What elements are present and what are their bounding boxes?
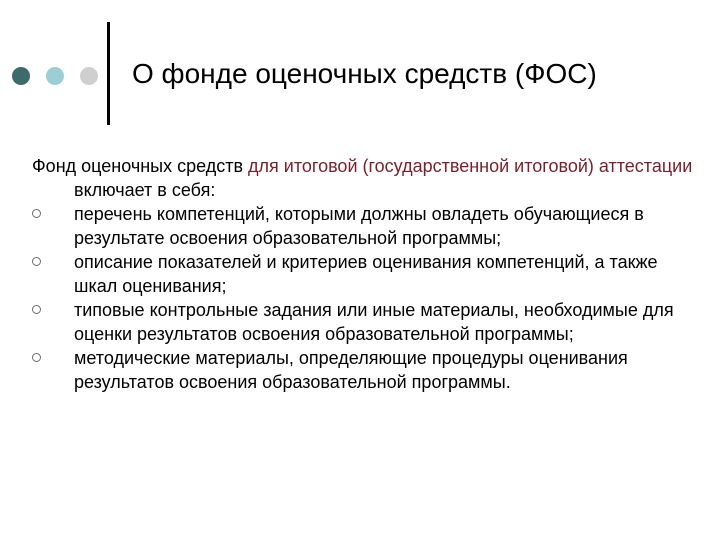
list-item [32,202,704,250]
list-item-text: типовые контрольные задания или иные материалы, необходимые для оценки результатов освоения образовательной программы; [74,300,674,344]
dot-gray [80,67,98,85]
slide-title: О фонде оценочных средств (ФОС) [132,58,597,89]
intro-text-start: Фонд оценочных средств [32,156,249,176]
bullet-icon [32,209,41,218]
intro-text-end: включает в себя: [74,180,216,200]
bullet-icon [32,305,41,314]
bullet-icon [32,257,41,266]
list-item [32,346,704,394]
bullet-icon [32,353,41,362]
intro-accent-text: для итоговой (государственной итоговой) аттестации [248,156,693,176]
list-item [32,298,704,346]
intro-paragraph [32,154,720,202]
title-divider [107,22,110,125]
list-item [32,250,704,298]
content-list [32,202,704,394]
dot-dark-teal [12,67,30,85]
list-item-text: описание показателей и критериев оценивания компетенций, а также шкал оценивания; [74,252,658,296]
decorative-dots [12,65,114,87]
dot-light-teal [46,67,64,85]
list-item-text: методические материалы, определяющие процедуры оценивания результатов освоения образовательной программы. [74,348,628,392]
list-item-text: перечень компетенций, которыми должны овладеть обучающиеся в результате освоения образовательной программы; [74,204,644,248]
